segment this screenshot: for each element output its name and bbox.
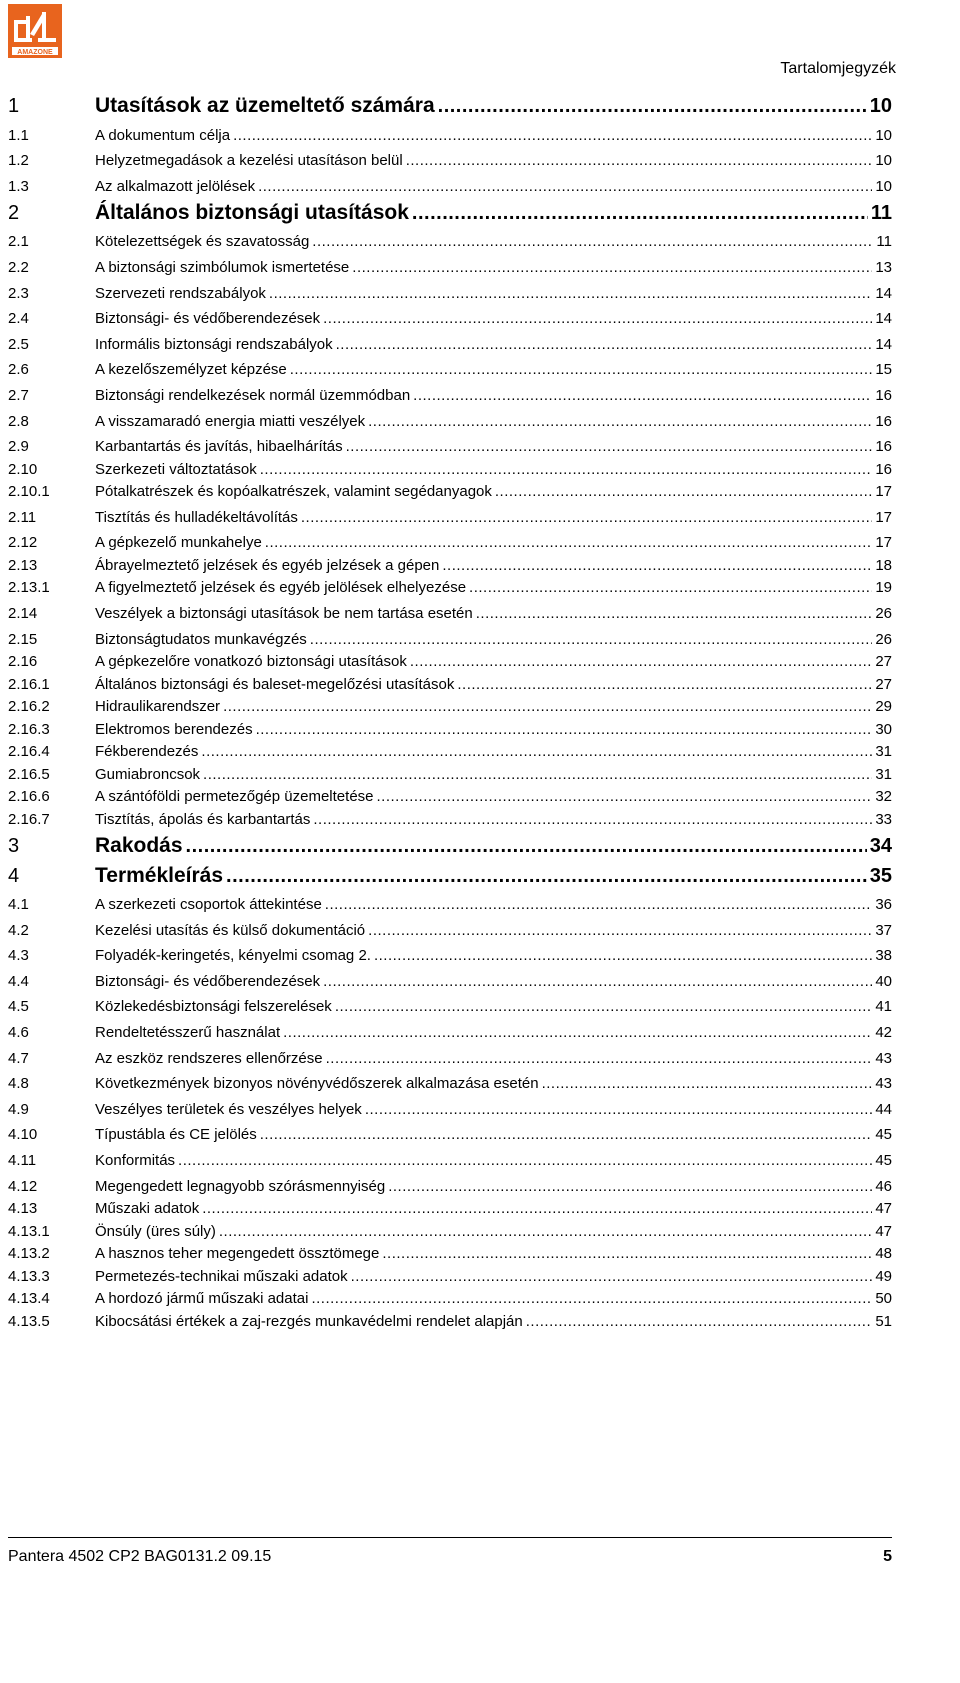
toc-dot-leader	[368, 922, 872, 939]
toc-entry-page: 50	[875, 1290, 892, 1308]
toc-dot-leader	[219, 1223, 872, 1240]
toc-entry-title: A gépkezelő munkahelye	[95, 534, 262, 552]
toc-entry-number: 2.16.3	[8, 720, 50, 738]
toc-entry-page: 27	[875, 675, 892, 693]
toc-entry-page: 40	[875, 972, 892, 990]
toc-entry-title: Műszaki adatok	[95, 1200, 200, 1218]
toc-entry[interactable]	[8, 526, 892, 552]
toc-entry-title: Kötelezettségek és szavatosság	[95, 233, 310, 251]
toc-entry-number: 4.13.1	[8, 1222, 50, 1240]
toc-entry[interactable]	[8, 783, 892, 806]
toc-entry[interactable]	[8, 455, 892, 478]
toc-entry-title: Biztonságtudatos munkavégzés	[95, 630, 307, 648]
toc-entry-number: 4.2	[8, 921, 29, 939]
toc-dot-leader	[203, 766, 872, 783]
footer-divider	[8, 1537, 892, 1538]
toc-entry-title: Veszélyek a biztonsági utasítások be nem tartása esetén	[95, 604, 473, 622]
toc-entry[interactable]	[8, 302, 892, 328]
toc-entry-title: A hasznos teher megengedett össztömege	[95, 1245, 380, 1263]
toc-entry-number: 3	[8, 834, 20, 857]
toc-entry-page: 37	[875, 921, 892, 939]
toc-entry-page: 10	[875, 177, 892, 195]
toc-entry[interactable]	[8, 551, 892, 574]
toc-dot-leader	[323, 973, 872, 990]
toc-entry-number: 2.13.1	[8, 579, 50, 597]
toc-entry-title: Pótalkatrészek és kopóalkatrészek, valamint segédanyagok	[95, 483, 492, 501]
toc-dot-leader	[256, 721, 873, 738]
toc-entry-title: Típustábla és CE jelölés	[95, 1126, 257, 1144]
toc-entry-page: 17	[875, 534, 892, 552]
toc-dot-leader	[283, 1024, 872, 1041]
toc-entry-title: Permetezés-technikai műszaki adatok	[95, 1267, 348, 1285]
toc-entry-number: 4.10	[8, 1126, 38, 1144]
toc-entry[interactable]	[8, 1015, 892, 1041]
toc-entry-page: 36	[875, 896, 892, 914]
toc-entry[interactable]	[8, 353, 892, 379]
toc-entry-title: Tisztítás és hulladékeltávolítás	[95, 508, 298, 526]
toc-entry-title: Kezelési utasítás és külső dokumentáció	[95, 921, 366, 939]
toc-dot-leader	[186, 835, 867, 858]
toc-entry-number: 2.13	[8, 556, 38, 574]
toc-dot-leader	[201, 743, 872, 760]
toc-entry-number: 4.1	[8, 896, 29, 914]
toc-dot-leader	[410, 653, 872, 670]
toc-dot-leader	[335, 998, 873, 1015]
toc-entry[interactable]	[8, 964, 892, 990]
toc-entry-title: Biztonsági rendelkezések normál üzemmódban	[95, 386, 411, 404]
footer-document-id: Pantera 4502 CP2 BAG0131.2 09.15	[8, 1548, 272, 1565]
toc-entry-title: Biztonsági- és védőberendezések	[95, 310, 321, 328]
toc-dot-leader	[260, 1126, 873, 1143]
toc-entry[interactable]	[8, 500, 892, 526]
toc-entry[interactable]	[8, 939, 892, 965]
toc-entry-title: Biztonsági- és védőberendezések	[95, 972, 321, 990]
toc-entry-page: 10	[869, 95, 892, 117]
toc-entry-number: 2.16.7	[8, 810, 50, 828]
toc-entry-number: 2.4	[8, 310, 29, 328]
toc-entry-page: 30	[875, 720, 892, 738]
toc-dot-leader	[352, 259, 872, 276]
toc-entry-number: 2.7	[8, 386, 29, 404]
toc-entry-page: 49	[875, 1267, 892, 1285]
toc-entry[interactable]	[8, 990, 892, 1016]
toc-entry[interactable]	[8, 478, 892, 501]
logo-text: AMAZONE	[17, 49, 53, 56]
toc-entry-title: Szerkezeti változtatások	[95, 460, 257, 478]
toc-entry-page: 26	[875, 630, 892, 648]
toc-entry-page: 16	[875, 438, 892, 456]
toc-dot-leader	[412, 202, 868, 225]
toc-dot-leader	[223, 698, 872, 715]
toc-entry-page: 27	[875, 653, 892, 670]
toc-entry-number: 2.14	[8, 604, 38, 622]
toc-entry[interactable]	[8, 1285, 892, 1308]
toc-entry-title: Ábrayelmeztető jelzések és egyéb jelzések a gépen	[95, 556, 440, 574]
toc-entry-number: 2.6	[8, 361, 29, 379]
toc-entry-title: Informális biztonsági rendszabályok	[95, 335, 333, 353]
amazone-logo-icon	[8, 4, 62, 58]
toc-entry[interactable]	[8, 169, 892, 195]
toc-entry-title: Tisztítás, ápolás és karbantartás	[95, 810, 311, 828]
toc-entry[interactable]	[8, 118, 892, 144]
toc-dot-leader	[346, 438, 873, 455]
toc-entry-number: 2.16.5	[8, 765, 50, 783]
toc-entry-page: 10	[875, 152, 892, 170]
toc-entry-number: 1.3	[8, 177, 29, 195]
toc-entry-page: 14	[875, 335, 892, 353]
toc-entry-page: 16	[875, 386, 892, 404]
toc-entry-page: 32	[875, 788, 892, 805]
toc-entry-page: 48	[875, 1245, 892, 1263]
toc-entry-number: 2.9	[8, 438, 29, 456]
toc-entry[interactable]	[8, 144, 892, 170]
toc-entry-number: 4.13.2	[8, 1245, 50, 1263]
toc-entry-title: A dokumentum célja	[95, 126, 231, 144]
toc-entry-number: 2.16.4	[8, 743, 50, 760]
toc-entry-title: Megengedett legnagyobb szórásmennyiség	[95, 1177, 386, 1195]
toc-entry-page: 31	[875, 743, 892, 760]
section-title: Tartalomjegyzék	[780, 60, 896, 77]
toc-entry-number: 2.16.1	[8, 675, 50, 693]
toc-entry[interactable]	[8, 1118, 892, 1144]
toc-entry-title: Önsúly (üres súly)	[95, 1222, 216, 1240]
toc-entry-page: 43	[875, 1075, 892, 1093]
toc-entry-title: Termékleírás	[95, 863, 224, 887]
toc-entry-page: 34	[869, 834, 892, 857]
toc-entry-number: 4.7	[8, 1049, 29, 1067]
toc-dot-leader	[311, 1290, 872, 1307]
toc-entry-title: A figyelmeztető jelzések és egyéb jelölések elhelyezése	[95, 579, 467, 597]
toc-entry[interactable]	[8, 648, 892, 671]
toc-dot-leader	[325, 896, 873, 913]
toc-entry-number: 2.8	[8, 412, 29, 430]
footer-page-number: 5	[883, 1548, 892, 1565]
toc-entry-title: A kezelőszemélyzet képzése	[95, 361, 287, 379]
table-of-contents	[8, 88, 892, 1330]
toc-dot-leader	[202, 1200, 872, 1217]
toc-entry[interactable]	[8, 88, 892, 118]
toc-dot-leader	[413, 387, 872, 404]
toc-entry-page: 19	[875, 579, 892, 597]
toc-entry-page: 17	[875, 483, 892, 501]
toc-dot-leader	[457, 676, 872, 693]
toc-entry-page: 16	[875, 412, 892, 430]
toc-entry-page: 16	[875, 460, 892, 478]
toc-entry-page: 46	[875, 1177, 892, 1195]
toc-entry-number: 2.1	[8, 233, 29, 251]
toc-entry-number: 2	[8, 201, 20, 224]
toc-entry-page: 13	[875, 258, 892, 276]
toc-entry-page: 17	[875, 508, 892, 526]
toc-entry-number: 4.8	[8, 1075, 29, 1093]
toc-entry-number: 1	[8, 95, 20, 117]
toc-entry-title: Fékberendezés	[95, 743, 199, 760]
toc-entry-page: 35	[869, 864, 892, 887]
toc-entry[interactable]	[8, 858, 892, 888]
toc-entry-title: Hidraulikarendszer	[95, 698, 221, 715]
toc-dot-leader	[388, 1178, 872, 1195]
toc-dot-leader	[336, 336, 873, 353]
toc-entry[interactable]	[8, 913, 892, 939]
toc-entry-number: 2.16.2	[8, 698, 50, 715]
toc-entry-number: 4.13.3	[8, 1267, 50, 1285]
toc-entry-title: Szervezeti rendszabályok	[95, 284, 266, 302]
toc-entry-number: 2.2	[8, 258, 29, 276]
toc-dot-leader	[469, 579, 872, 596]
toc-entry-page: 44	[875, 1100, 892, 1118]
toc-entry-title: Kibocsátási értékek a zaj-rezgés munkavédelmi rendelet alapján	[95, 1312, 523, 1330]
toc-entry-title: Folyadék-keringetés, kényelmi csomag 2.	[95, 947, 371, 965]
toc-entry[interactable]	[8, 622, 892, 648]
toc-entry-page: 43	[875, 1049, 892, 1067]
toc-entry-page: 26	[875, 604, 892, 622]
toc-entry-number: 4.9	[8, 1100, 29, 1118]
toc-entry[interactable]	[8, 670, 892, 693]
toc-entry-page: 42	[875, 1024, 892, 1042]
toc-entry-page: 45	[875, 1152, 892, 1170]
toc-entry-page: 15	[875, 361, 892, 379]
toc-entry-page: 11	[876, 233, 892, 251]
toc-entry-number: 4.13	[8, 1200, 38, 1218]
toc-dot-leader	[290, 361, 873, 378]
toc-entry-number: 4.5	[8, 998, 29, 1016]
toc-entry-title: Rendeltetésszerű használat	[95, 1024, 281, 1042]
toc-entry-title: A hordozó jármű műszaki adatai	[95, 1290, 309, 1308]
toc-dot-leader	[377, 788, 873, 805]
toc-entry-page: 18	[875, 556, 892, 574]
toc-entry-page: 10	[875, 126, 892, 144]
toc-entry[interactable]	[8, 1262, 892, 1285]
toc-dot-leader	[233, 127, 872, 144]
toc-entry-title: Gumiabroncsok	[95, 765, 201, 783]
toc-entry[interactable]	[8, 693, 892, 716]
toc-entry[interactable]	[8, 805, 892, 828]
toc-entry-number: 2.10.1	[8, 483, 50, 501]
toc-dot-leader	[265, 534, 873, 551]
toc-entry[interactable]	[8, 327, 892, 353]
toc-dot-leader	[542, 1075, 873, 1092]
toc-entry[interactable]	[8, 1240, 892, 1263]
toc-entry-title: Általános biztonsági és baleset-megelőzési utasítások	[95, 675, 455, 693]
toc-dot-leader	[495, 483, 872, 500]
toc-dot-leader	[312, 233, 873, 250]
toc-entry-page: 47	[875, 1200, 892, 1218]
toc-entry[interactable]	[8, 738, 892, 761]
toc-dot-leader	[310, 631, 873, 648]
toc-entry-title: A visszamaradó energia miatti veszélyek	[95, 412, 366, 430]
toc-entry[interactable]	[8, 574, 892, 597]
toc-entry-number: 4.12	[8, 1177, 38, 1195]
toc-entry-page: 33	[875, 810, 892, 828]
toc-entry-number: 2.16.6	[8, 788, 50, 805]
toc-entry-title: Veszélyes területek és veszélyes helyek	[95, 1100, 362, 1118]
toc-entry-page: 29	[875, 698, 892, 715]
toc-entry-page: 14	[875, 284, 892, 302]
toc-dot-leader	[258, 178, 872, 195]
toc-entry-number: 1.2	[8, 152, 29, 170]
toc-entry[interactable]	[8, 430, 892, 456]
toc-entry-title: A biztonsági szimbólumok ismertetése	[95, 258, 350, 276]
toc-entry[interactable]	[8, 378, 892, 404]
toc-entry-page: 51	[875, 1312, 892, 1330]
toc-entry-title: Következmények bizonyos növényvédőszerek alkalmazása esetén	[95, 1075, 539, 1093]
toc-entry-page: 41	[875, 998, 892, 1016]
toc-entry-page: 31	[875, 765, 892, 783]
toc-entry-title: Elektromos berendezés	[95, 720, 253, 738]
toc-dot-leader	[269, 285, 872, 302]
toc-dot-leader	[438, 95, 867, 118]
toc-entry[interactable]	[8, 276, 892, 302]
toc-dot-leader	[351, 1268, 873, 1285]
toc-entry-title: A szántóföldi permetezőgép üzemeltetése	[95, 788, 374, 805]
toc-entry-title: Karbantartás és javítás, hibaelhárítás	[95, 438, 343, 456]
toc-dot-leader	[323, 310, 872, 327]
toc-entry-page: 38	[875, 947, 892, 965]
toc-entry-title: Utasítások az üzemeltető számára	[95, 94, 435, 117]
toc-entry[interactable]	[8, 195, 892, 225]
toc-dot-leader	[374, 947, 872, 964]
toc-entry-number: 4.13.4	[8, 1290, 50, 1308]
toc-entry-number: 2.15	[8, 630, 38, 648]
toc-entry[interactable]	[8, 1143, 892, 1169]
toc-entry[interactable]	[8, 1067, 892, 1093]
toc-dot-leader	[313, 811, 872, 828]
toc-entry-number: 4.13.5	[8, 1312, 50, 1330]
toc-entry-number: 4.6	[8, 1024, 29, 1042]
toc-entry[interactable]	[8, 404, 892, 430]
toc-dot-leader	[476, 605, 873, 622]
toc-entry-title: Rakodás	[95, 833, 183, 857]
toc-entry-title: Közlekedésbiztonsági felszerelések	[95, 998, 332, 1016]
toc-entry[interactable]	[8, 760, 892, 783]
toc-entry-title: Az alkalmazott jelölések	[95, 177, 256, 195]
toc-entry[interactable]	[8, 225, 892, 251]
toc-entry-number: 4.11	[8, 1152, 37, 1170]
toc-entry-number: 4.4	[8, 972, 29, 990]
toc-entry-number: 4.3	[8, 947, 29, 965]
toc-dot-leader	[406, 152, 873, 169]
toc-entry-page: 45	[875, 1126, 892, 1144]
toc-entry-page: 14	[875, 310, 892, 328]
toc-dot-leader	[260, 461, 873, 478]
toc-dot-leader	[368, 413, 872, 430]
toc-entry[interactable]	[8, 1217, 892, 1240]
toc-entry-title: Konformitás	[95, 1152, 176, 1170]
toc-entry[interactable]	[8, 1092, 892, 1118]
toc-entry-title: Helyzetmegadások a kezelési utasításon belül	[95, 152, 403, 170]
toc-entry[interactable]	[8, 1169, 892, 1195]
toc-dot-leader	[301, 509, 872, 526]
toc-entry[interactable]	[8, 1041, 892, 1067]
toc-entry[interactable]	[8, 250, 892, 276]
toc-entry-number: 2.3	[8, 284, 29, 302]
toc-entry-number: 2.12	[8, 534, 38, 552]
toc-dot-leader	[226, 865, 867, 888]
toc-entry-title: A szerkezeti csoportok áttekintése	[95, 896, 322, 914]
toc-entry-number: 4	[8, 864, 20, 887]
toc-entry-title: A gépkezelőre vonatkozó biztonsági utasítások	[95, 653, 407, 670]
amazone-logo	[8, 4, 62, 58]
toc-entry-page: 47	[875, 1222, 892, 1240]
toc-entry[interactable]	[8, 596, 892, 622]
toc-dot-leader	[442, 557, 872, 574]
toc-dot-leader	[382, 1245, 872, 1262]
toc-entry-title: Általános biztonsági utasítások	[95, 200, 409, 224]
toc-entry-number: 2.5	[8, 335, 29, 353]
toc-dot-leader	[526, 1313, 873, 1330]
toc-entry-number: 2.11	[8, 508, 37, 526]
toc-entry[interactable]	[8, 715, 892, 738]
toc-entry[interactable]	[8, 828, 892, 858]
toc-dot-leader	[326, 1050, 873, 1067]
toc-dot-leader	[365, 1101, 873, 1118]
toc-entry-number: 2.10	[8, 460, 38, 478]
toc-entry-number: 2.16	[8, 653, 38, 670]
toc-entry-number: 1.1	[8, 126, 29, 144]
toc-dot-leader	[178, 1152, 872, 1169]
toc-entry[interactable]	[8, 1195, 892, 1218]
toc-entry-title: Az eszköz rendszeres ellenőrzése	[95, 1049, 323, 1067]
toc-entry[interactable]	[8, 1307, 892, 1330]
toc-entry[interactable]	[8, 888, 892, 914]
toc-entry-page: 11	[870, 201, 892, 224]
